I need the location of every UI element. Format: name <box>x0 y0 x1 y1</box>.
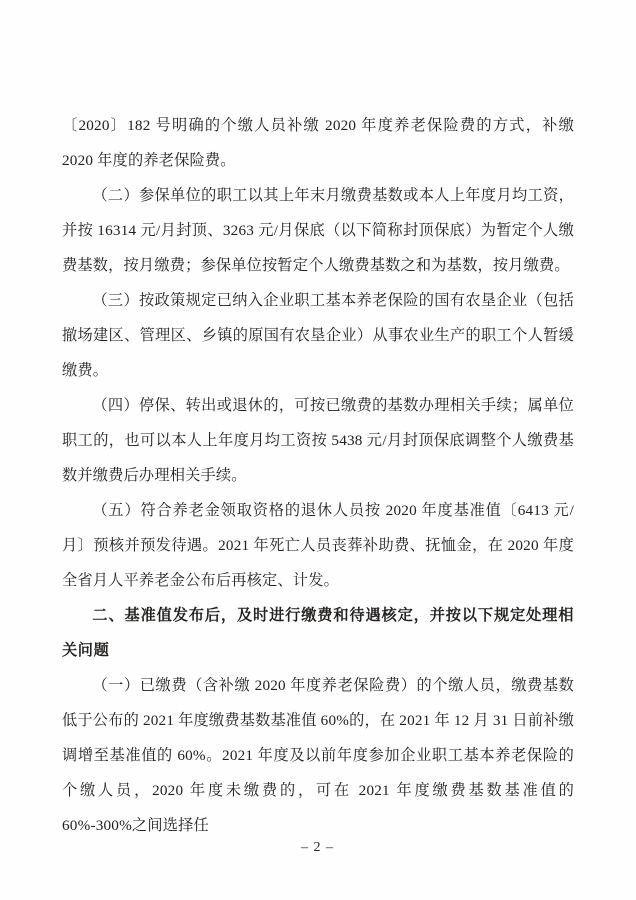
page-number: 2 <box>313 840 323 855</box>
paragraph-section2-item-1: （一）已缴费（含补缴 2020 年度养老保险费）的个缴人员，缴费基数低于公布的 2021 年度缴费基数基准值 60%的，在 2021 年 12 月 31 日前补缴调增至基准值的 60%。2021 年度及以前年度参加企业职工基本养老保险的个缴人员，2020 年度未缴费的，可在 2021 年度缴费基数基准值的 60%-300%之间选择任 <box>62 677 574 834</box>
paragraph-item-4: （四）停保、转出或退休的，可按已缴费的基数办理相关手续；属单位职工的，也可以本人上年度月均工资按 5438 元/月封顶保底调整个人缴费基数并缴费后办理相关手续。 <box>62 397 574 484</box>
page-footer-right-dash: – <box>326 840 335 855</box>
paragraph-item-3: （三）按政策规定已纳入企业职工基本养老保险的国有农垦企业（包括撤场建区、管理区、乡镇的原国有农垦企业）从事农业生产的职工个人暂缓缴费。 <box>62 292 574 379</box>
page-footer-left-dash: – <box>301 840 310 855</box>
page-footer <box>0 840 636 856</box>
paragraph-item-2: （二）参保单位的职工以其上年末月缴费基数或本人上年度月均工资，并按 16314 元/月封顶、3263 元/月保底（以下简称封顶保底）为暂定个人缴费基数，按月缴费；参保单位按暂定个人缴费基数之和为基数，按月缴费。 <box>62 187 574 274</box>
paragraph-item-5: （五）符合养老金领取资格的退休人员按 2020 年度基准值〔6413 元/月〕预核并预发待遇。2021 年死亡人员丧葬补助费、抚恤金，在 2020 年度全省月人平养老金公布后再核定、计发。 <box>62 502 574 589</box>
section-heading-two: 二、基准值发布后，及时进行缴费和待遇核定，并按以下规定处理相关问题 <box>62 607 574 659</box>
paragraph-continuation: 〔2020〕182 号明确的个缴人员补缴 2020 年度养老保险费的方式，补缴 2020 年度的养老保险费。 <box>62 117 574 169</box>
document-body <box>62 108 574 843</box>
